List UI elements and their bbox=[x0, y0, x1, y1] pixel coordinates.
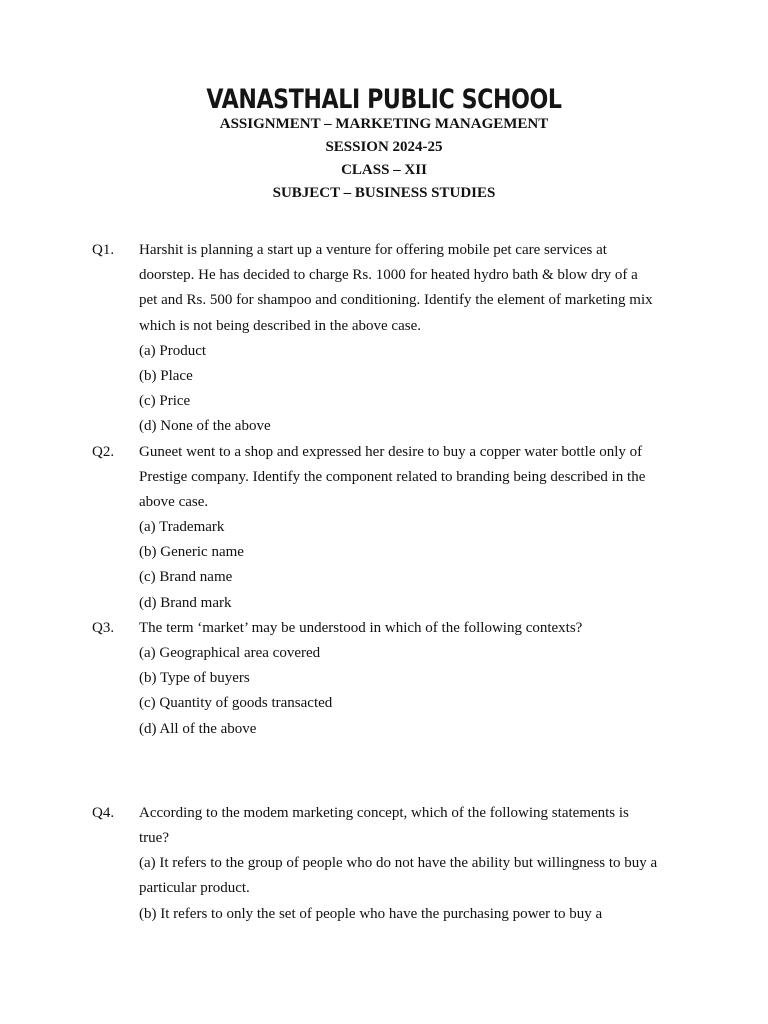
question-text: pet and Rs. 500 for shampoo and conditioning. Identify the element of marketing mix bbox=[139, 292, 653, 309]
question-text: The term ‘market’ may be understood in which of the following contexts? bbox=[139, 619, 583, 636]
class-line: CLASS – XII bbox=[341, 162, 427, 178]
option-text: (a) Geographical area covered bbox=[139, 645, 321, 661]
question-line bbox=[0, 801, 768, 826]
question-line bbox=[0, 902, 768, 927]
session-line: SESSION 2024-25 bbox=[325, 139, 443, 155]
option-text: (c) Quantity of goods transacted bbox=[139, 695, 333, 712]
subject-line: SUBJECT – BUSINESS STUDIES bbox=[272, 185, 496, 201]
question-text: above case. bbox=[139, 493, 209, 510]
question-line bbox=[0, 851, 768, 876]
answer-option bbox=[0, 515, 768, 540]
question-text: doorstep. He has decided to charge Rs. 1000 for heated hydro bath & blow dry of a bbox=[139, 267, 638, 284]
answer-option bbox=[0, 540, 768, 565]
question-line bbox=[0, 876, 768, 901]
question-text: (b) It refers to only the set of people who have the purchasing power to buy a bbox=[139, 905, 603, 922]
question-line bbox=[0, 314, 768, 339]
option-text: (a) Trademark bbox=[139, 519, 225, 536]
question-block bbox=[0, 616, 768, 742]
question-line bbox=[0, 465, 768, 490]
question-line bbox=[0, 288, 768, 313]
question-number: Q4. bbox=[92, 804, 115, 821]
question-list bbox=[0, 238, 768, 927]
question-line bbox=[0, 616, 768, 641]
answer-option bbox=[0, 364, 768, 389]
answer-option bbox=[0, 691, 768, 716]
option-text: (b) Place bbox=[139, 367, 193, 384]
option-text: (c) Price bbox=[139, 393, 191, 410]
answer-option bbox=[0, 414, 768, 439]
answer-option bbox=[0, 666, 768, 691]
answer-option bbox=[0, 641, 768, 666]
page-spacer bbox=[0, 742, 768, 801]
option-text: (d) Brand mark bbox=[139, 594, 232, 611]
question-text: Guneet went to a shop and expressed her desire to buy a copper water bottle only of bbox=[139, 443, 643, 460]
option-text: (a) Product bbox=[139, 342, 207, 359]
option-text: (b) Generic name bbox=[139, 544, 244, 561]
question-line bbox=[0, 826, 768, 851]
question-line bbox=[0, 490, 768, 515]
option-text: (b) Type of buyers bbox=[139, 670, 250, 687]
option-text: (c) Brand name bbox=[139, 569, 233, 586]
question-text: Prestige company. Identify the component related to branding being described in the bbox=[139, 468, 646, 485]
option-text: (d) All of the above bbox=[139, 720, 257, 737]
question-text: (a) It refers to the group of people who do not have the ability but willingness to buy a bbox=[139, 855, 658, 872]
question-text: particular product. bbox=[139, 880, 250, 897]
school-name: VANASTHALI PUBLIC SCHOOL bbox=[206, 84, 562, 115]
question-number: Q2. bbox=[92, 443, 115, 460]
assignment-title: ASSIGNMENT – MARKETING MANAGEMENT bbox=[219, 116, 549, 132]
question-block bbox=[0, 440, 768, 616]
option-text: (d) None of the above bbox=[139, 418, 271, 435]
answer-option bbox=[0, 591, 768, 616]
question-line bbox=[0, 238, 768, 263]
question-line bbox=[0, 440, 768, 465]
question-text: Harshit is planning a start up a venture for offering mobile pet care services at bbox=[139, 242, 607, 258]
question-text: According to the modem marketing concept, which of the following statements is bbox=[139, 804, 629, 821]
question-number: Q1. bbox=[92, 242, 115, 258]
answer-option bbox=[0, 565, 768, 590]
question-block bbox=[0, 238, 768, 440]
answer-option bbox=[0, 389, 768, 414]
question-line bbox=[0, 263, 768, 288]
question-text: true? bbox=[139, 829, 169, 846]
question-text: which is not being described in the above case. bbox=[139, 317, 421, 334]
answer-option bbox=[0, 717, 768, 742]
question-block bbox=[0, 801, 768, 927]
question-number: Q3. bbox=[92, 619, 115, 636]
answer-option bbox=[0, 339, 768, 364]
